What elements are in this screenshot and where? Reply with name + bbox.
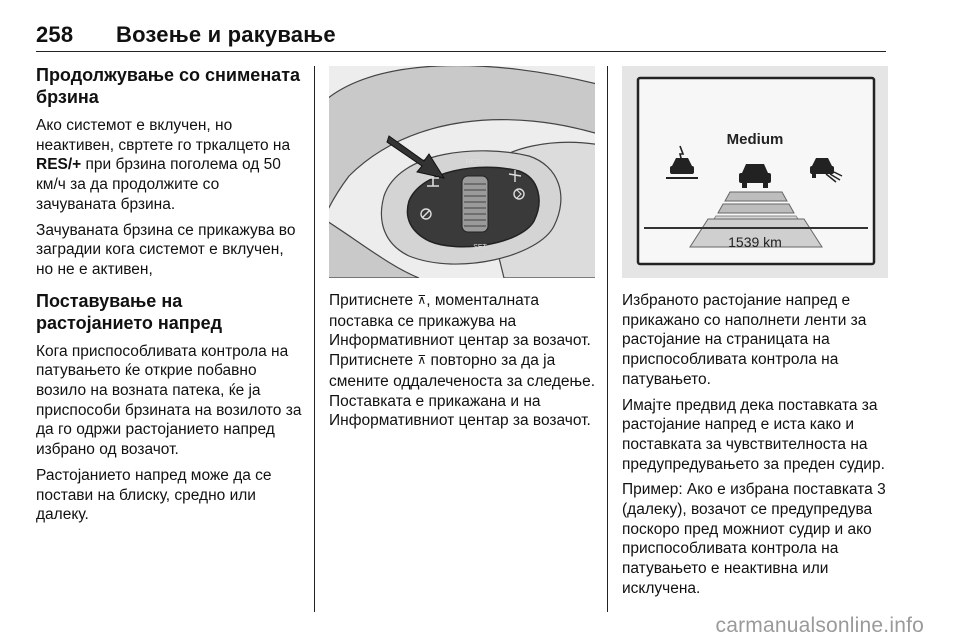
- section-heading-resume: Продолжување со снимената брзина: [36, 65, 301, 107]
- column-3: [622, 291, 888, 605]
- paragraph-selected-distance: Избраното растојание напред е прикажано со наполнети ленти за растојание на страницата на приспособливата контрола на патувањето.: [622, 292, 867, 388]
- section-heading-distance: Поставување на растојанието напред: [36, 290, 223, 333]
- mode-label: Medium: [726, 131, 784, 148]
- paragraph-press-distance: Притиснете ⊼, моменталната поставка се прикажува на Информативниот центар за возачот. Притиснете ⊼ повторно за да ја смените оддалеченоста за следење. Поставката е прикажана и на Информативниот центар за возачот.: [329, 292, 596, 430]
- res-plus-label: RES/+: [36, 156, 82, 174]
- paragraph-resume: Ако системот е вклучен, но неактивен, свртете го тркалцето на RES/+ при брзина поголема од 50 км/ч за да продолжите со зачуваната брзина.: [36, 117, 291, 213]
- distance-bar-2: [718, 204, 794, 213]
- page-title: Возење и ракување: [116, 22, 336, 47]
- distance-bar-1: [725, 192, 787, 201]
- odometer-value: 1539 km: [728, 234, 782, 250]
- column-divider-1: [314, 66, 315, 612]
- res-plus-text: RES+: [465, 159, 485, 166]
- paragraph-note-sensitivity: Имајте предвид дека поставката за растојание напред е иста како и поставката за чувствителноста на предупредувањето за преден судир.: [622, 396, 885, 473]
- column-2: [329, 291, 595, 437]
- distance-button-icon: ⊼: [417, 293, 427, 307]
- watermark: carmanualsonline.info: [715, 614, 924, 637]
- driver-information-display-figure: [622, 66, 888, 278]
- header-rule: [36, 51, 886, 52]
- steering-wheel-controls-figure: [329, 66, 595, 278]
- column-divider-2: [607, 66, 608, 612]
- column-1: [36, 64, 302, 531]
- set-minus-text: SET-: [473, 244, 489, 251]
- page-number: 258: [36, 22, 74, 47]
- page-header: [36, 22, 886, 48]
- paragraph-example: Пример: Ако е избрана поставката 3 (далеку), возачот се предупредува поскоро пред можниот судир и ако приспособливата контрола на патувањето е неактивна или исклучена.: [622, 481, 886, 597]
- paragraph-distance-1: Кога приспособливата контрола на патувањето ќе открие побавно возило на возната патека, ќе ја приспособи брзината на возилото за да го одржи растојанието напред избрано од возачот.: [36, 342, 302, 459]
- distance-button-icon: ⊼: [417, 353, 427, 368]
- paragraph-stored-speed: Зачуваната брзина се прикажува во заградии кога системот е вклучен, но не е активен,: [36, 221, 296, 278]
- paragraph-distance-2: Растојанието напред може да се постави на блиску, средно или далеку.: [36, 466, 272, 524]
